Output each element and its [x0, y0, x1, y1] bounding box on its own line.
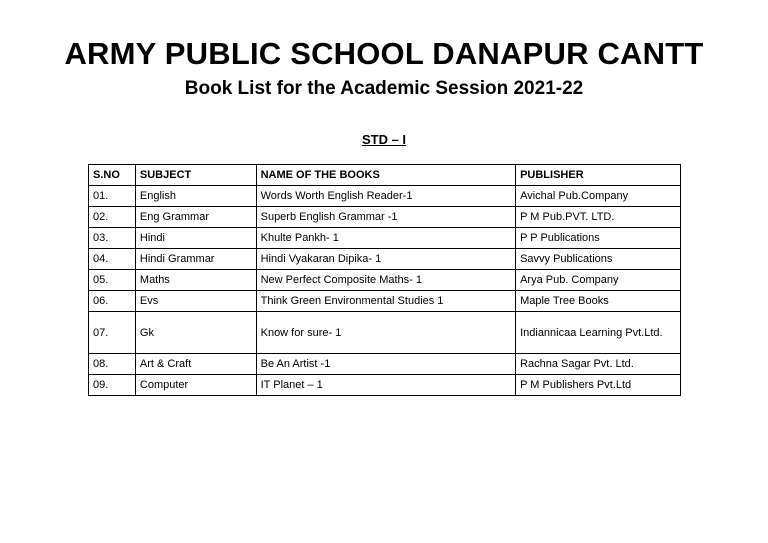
class-label-text: STD – I	[361, 132, 407, 147]
table-row	[89, 186, 681, 207]
book-list-table	[88, 164, 681, 396]
column-header-publisher: PUBLISHER	[516, 165, 681, 186]
cell-book-name: Know for sure- 1	[256, 312, 515, 354]
cell-book-name: IT Planet – 1	[256, 375, 515, 396]
table-row	[89, 228, 681, 249]
cell-book-name: Hindi Vyakaran Dipika- 1	[256, 249, 515, 270]
cell-sno: 08.	[89, 354, 136, 375]
session-subtitle: Book List for the Academic Session 2021-22	[184, 78, 584, 99]
cell-publisher: Maple Tree Books	[516, 291, 681, 312]
cell-publisher: P M Publishers Pvt.Ltd	[516, 375, 681, 396]
cell-publisher: P M Pub.PVT. LTD.	[516, 207, 681, 228]
table-row	[89, 270, 681, 291]
cell-sno: 05.	[89, 270, 136, 291]
cell-subject: Evs	[135, 291, 256, 312]
cell-sno: 07.	[89, 312, 136, 354]
cell-sno: 01.	[89, 186, 136, 207]
table-row	[89, 354, 681, 375]
cell-sno: 02.	[89, 207, 136, 228]
cell-subject: Hindi Grammar	[135, 249, 256, 270]
cell-sno: 04.	[89, 249, 136, 270]
school-name: ARMY PUBLIC SCHOOL DANAPUR CANTT	[64, 36, 704, 71]
column-header-sno: S.NO	[89, 165, 136, 186]
cell-book-name: Be An Artist -1	[256, 354, 515, 375]
column-header-book-name: NAME OF THE BOOKS	[256, 165, 515, 186]
table-row	[89, 249, 681, 270]
cell-sno: 09.	[89, 375, 136, 396]
table-row	[89, 291, 681, 312]
cell-publisher: Arya Pub. Company	[516, 270, 681, 291]
cell-publisher: Rachna Sagar Pvt. Ltd.	[516, 354, 681, 375]
cell-sno: 06.	[89, 291, 136, 312]
cell-book-name: Superb English Grammar -1	[256, 207, 515, 228]
cell-sno: 03.	[89, 228, 136, 249]
cell-subject: Hindi	[135, 228, 256, 249]
table-row	[89, 375, 681, 396]
cell-book-name: Think Green Environmental Studies 1	[256, 291, 515, 312]
cell-book-name: Khulte Pankh- 1	[256, 228, 515, 249]
cell-subject: Eng Grammar	[135, 207, 256, 228]
cell-publisher: Avichal Pub.Company	[516, 186, 681, 207]
cell-subject: English	[135, 186, 256, 207]
cell-book-name: Words Worth English Reader-1	[256, 186, 515, 207]
class-label	[0, 132, 768, 147]
cell-publisher: Indiannicaa Learning Pvt.Ltd.	[516, 312, 681, 354]
column-header-subject: SUBJECT	[135, 165, 256, 186]
table-row	[89, 207, 681, 228]
cell-subject: Gk	[135, 312, 256, 354]
table-row	[89, 312, 681, 354]
cell-subject: Art & Craft	[135, 354, 256, 375]
cell-book-name: New Perfect Composite Maths- 1	[256, 270, 515, 291]
table-header-row	[89, 165, 681, 186]
cell-publisher: P P Publications	[516, 228, 681, 249]
cell-publisher: Savvy Publications	[516, 249, 681, 270]
cell-subject: Maths	[135, 270, 256, 291]
cell-subject: Computer	[135, 375, 256, 396]
